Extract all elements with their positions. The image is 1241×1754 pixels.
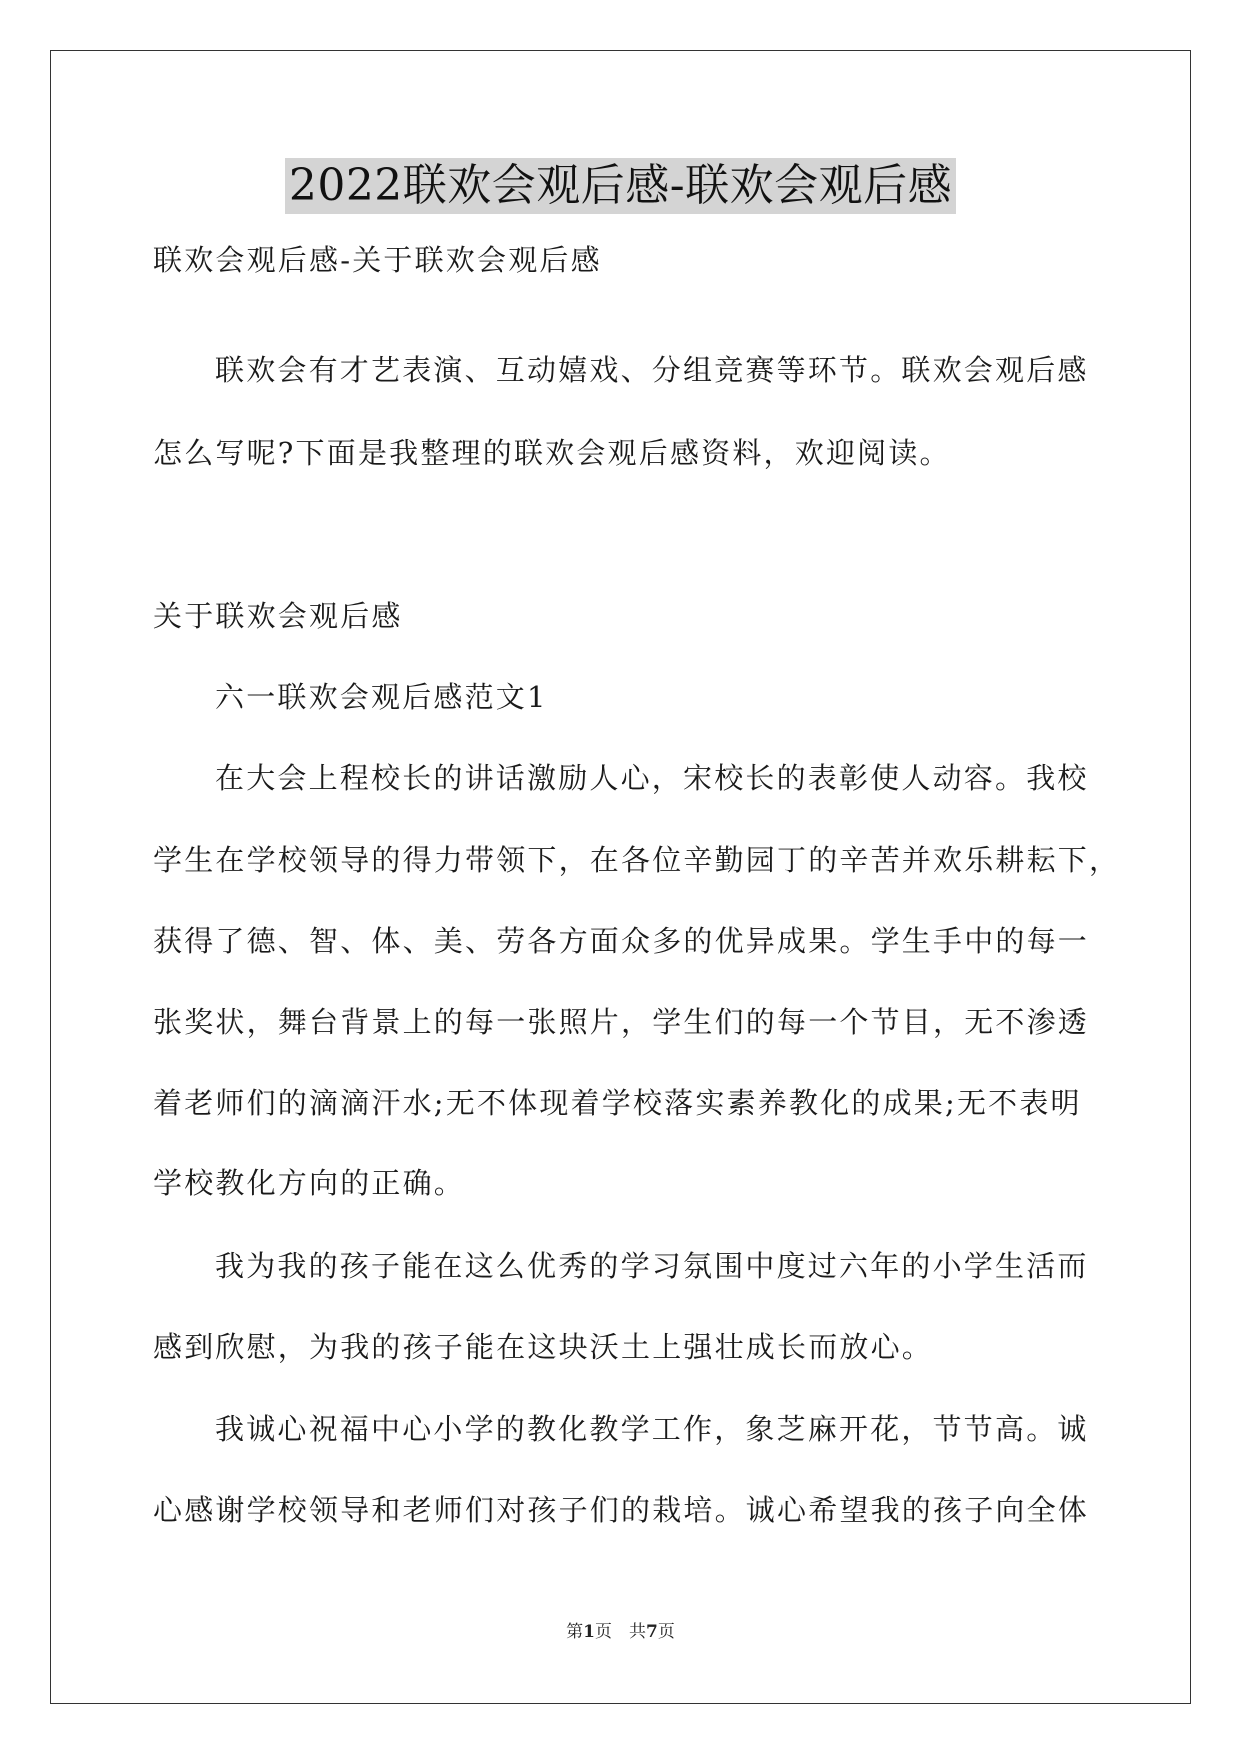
footer-prefix: 第 <box>566 1622 584 1642</box>
paragraph-line: 获得了德、智、体、美、劳各方面众多的优异成果。学生手中的每一 <box>153 924 1090 958</box>
paragraph-line: 学生在学校领导的得力带领下，在各位辛勤园丁的辛苦并欢乐耕耘下， <box>153 843 1121 877</box>
current-page-number: 1 <box>583 1622 595 1642</box>
paragraph-line: 怎么写呢?下面是我整理的联欢会观后感资料，欢迎阅读。 <box>153 436 951 470</box>
footer-suffix: 页 <box>657 1622 675 1642</box>
paragraph-line: 我为我的孩子能在这么优秀的学习氛围中度过六年的小学生活而 <box>215 1249 1089 1283</box>
paragraph-line: 心感谢学校领导和老师们对孩子们的栽培。诚心希望我的孩子向全体 <box>153 1493 1090 1527</box>
paragraph-line: 我诚心祝福中心小学的教化教学工作，象芝麻开花，节节高。诚 <box>215 1412 1089 1446</box>
article-heading: 六一联欢会观后感范文1 <box>215 680 548 714</box>
paragraph-line: 感到欣慰，为我的孩子能在这块沃土上强壮成长而放心。 <box>153 1330 934 1364</box>
paragraph-line: 着老师们的滴滴汗水;无不体现着学校落实素养教化的成果;无不表明 <box>153 1086 1082 1120</box>
title-container <box>0 158 1241 214</box>
document-title: 2022联欢会观后感-联欢会观后感 <box>285 158 956 214</box>
page-footer <box>0 1620 1241 1644</box>
paragraph-line: 学校教化方向的正确。 <box>153 1166 466 1200</box>
total-page-count: 7 <box>646 1622 658 1642</box>
section-heading: 关于联欢会观后感 <box>153 599 403 633</box>
paragraph-line: 张奖状，舞台背景上的每一张照片，学生们的每一个节目，无不渗透 <box>153 1005 1090 1039</box>
paragraph-line: 在大会上程校长的讲话激励人心，宋校长的表彰使人动容。我校 <box>215 761 1089 795</box>
subtitle-line: 联欢会观后感-关于联欢会观后感 <box>153 243 602 277</box>
footer-middle: 页 共 <box>595 1622 646 1642</box>
paragraph-line: 联欢会有才艺表演、互动嬉戏、分组竞赛等环节。联欢会观后感 <box>215 353 1089 387</box>
